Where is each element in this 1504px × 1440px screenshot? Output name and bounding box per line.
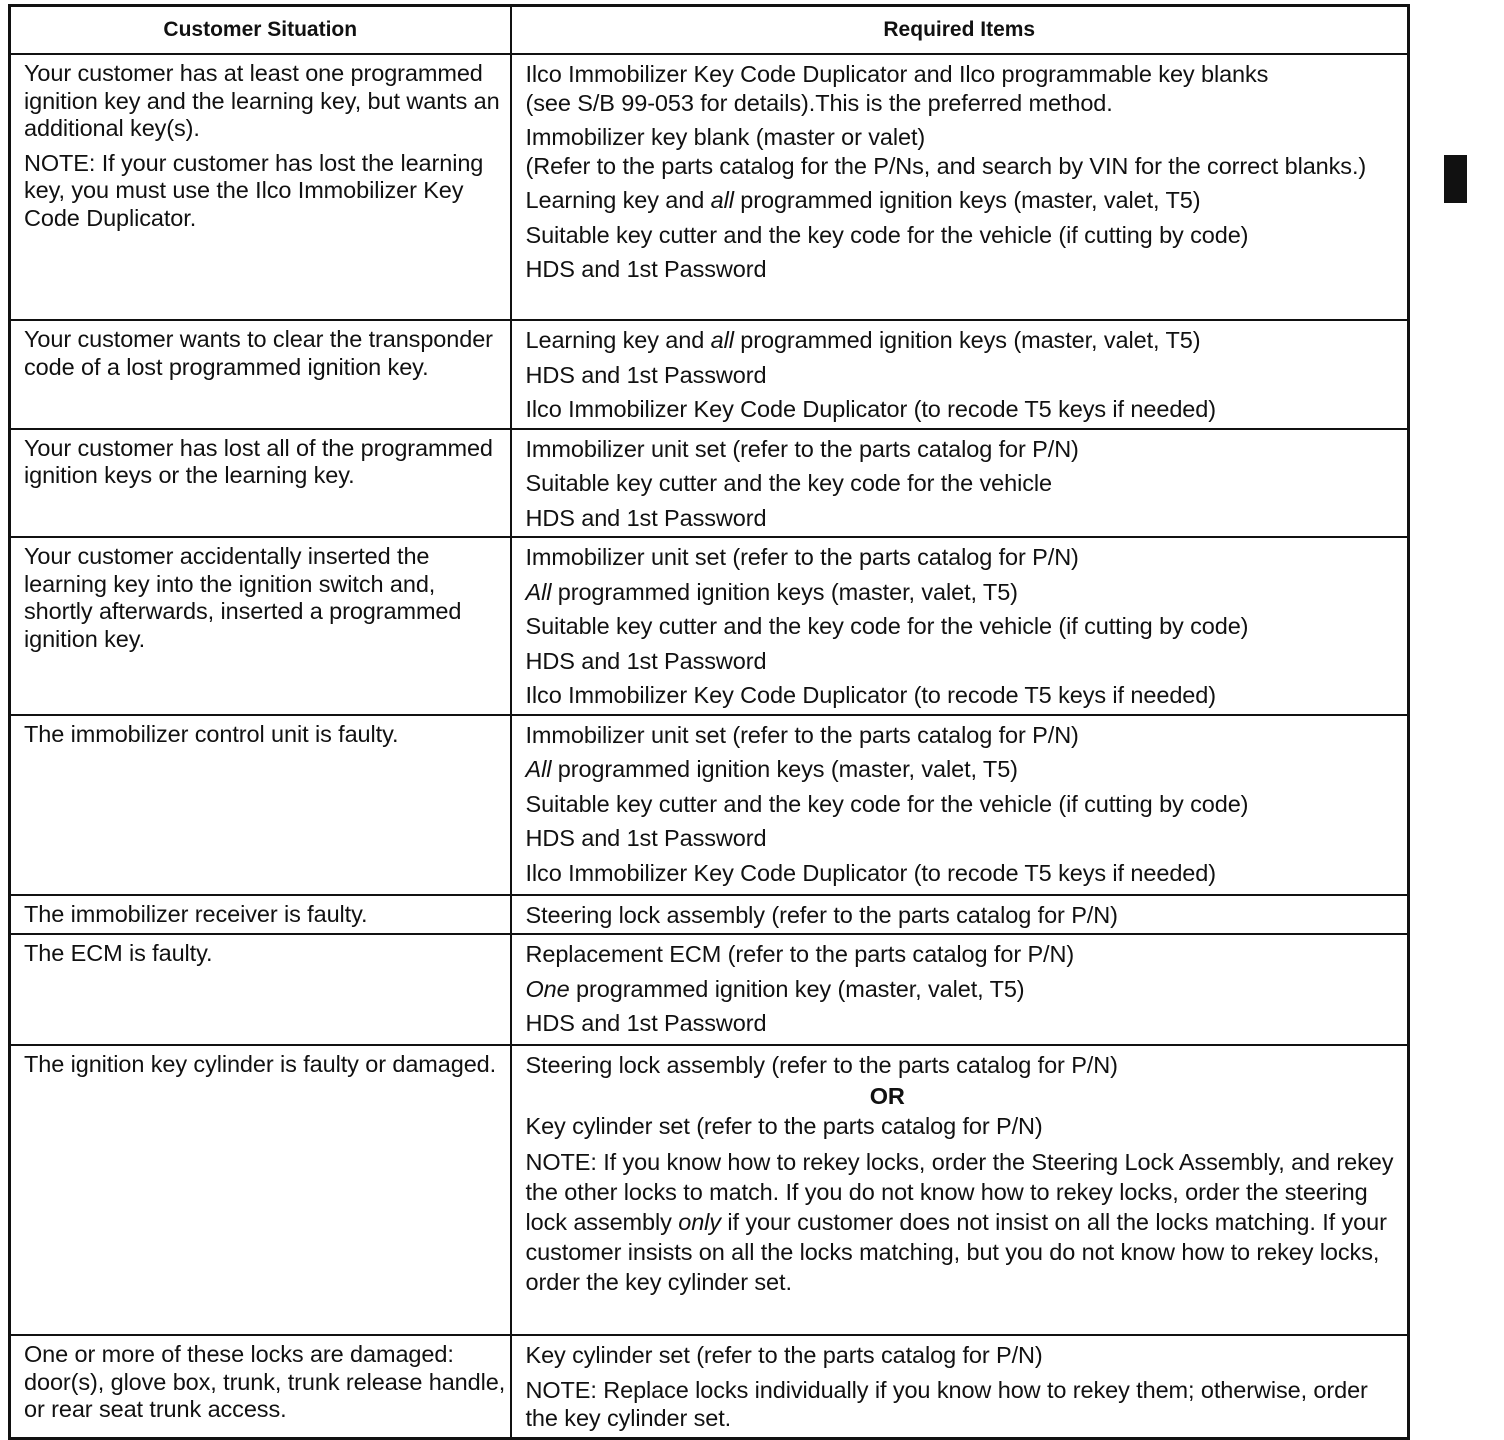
required-item: Immobilizer unit set (refer to the parts catalog for P/N) [525,544,1079,570]
required-item: Suitable key cutter and the key code for the vehicle (if cutting by code) [525,221,1249,248]
required-items-cell [511,715,1409,895]
required-item: Suitable key cutter and the key code for the vehicle (if cutting by code) [525,790,1249,817]
table-row [10,54,1409,320]
required-items-cell [511,1335,1409,1438]
situation-cell [10,1045,511,1335]
required-items-cell [511,537,1409,715]
required-item-note: NOTE: Replace locks individually if you know how to rekey them; otherwise, order the key cylinder set. [525,1376,1368,1431]
situation-text: Your customer has at least one programmed ignition key and the learning key, but wants an additional key(s). [24,60,500,141]
required-item: Immobilizer unit set (refer to the parts catalog for P/N) [525,721,1079,748]
emphasis-text: All [525,756,552,782]
required-items-cell [511,934,1409,1045]
header-customer-situation: Customer Situation [10,6,511,55]
required-items-cell [511,429,1409,538]
required-item-line: customer insists on all the locks matching, but you do not know how to rekey locks, order the key cylinder set. [525,1238,1380,1295]
situation-cell [10,715,511,895]
situation-text: Your customer wants to clear the transponder code of a lost programmed ignition key. [24,326,493,380]
required-item: HDS and 1st Password [525,256,767,282]
required-item-line: Learning key and all programmed ignition keys (master, valet, T5) [525,327,1201,353]
required-item [526,755,1400,784]
situation-text: The immobilizer receiver is faulty. [24,900,368,927]
required-item-line: All programmed ignition keys (master, valet, T5) [525,756,1018,782]
required-item: Ilco Immobilizer Key Code Duplicator (to recode T5 keys if needed) [525,682,1216,708]
table-header-row [10,6,1409,55]
required-item: HDS and 1st Password [525,361,767,388]
table-row [10,1045,1409,1335]
required-item-line: (see S/B 99-053 for details).This is the preferred method. [525,89,1113,116]
required-item [526,60,1400,117]
situation-text: The ECM is faulty. [24,940,213,966]
emphasis-text: only [678,1208,721,1235]
situation-text: Your customer accidentally inserted the learning key into the ignition switch and, shortly afterwards, inserted a programmed ignition key. [24,543,462,652]
required-item [526,123,1400,180]
required-item: HDS and 1st Password [525,504,767,531]
situation-text: Your customer has lost all of the programmed ignition keys or the learning key. [24,434,493,488]
situation-cell [10,537,511,715]
required-item-line: Ilco Immobilizer Key Code Duplicator and Ilco programmable key blanks [525,61,1269,87]
required-item: Replacement ECM (refer to the parts catalog for P/N) [525,941,1075,967]
emphasis-text: All [525,578,552,605]
emphasis-text: all [710,187,734,213]
situation-text: One or more of these locks are damaged: door(s), glove box, trunk, trunk release handle, or rear seat trunk access. [24,1341,506,1422]
table-row [10,715,1409,895]
required-item-note [526,1147,1400,1297]
required-item [526,578,1400,607]
required-item: Suitable key cutter and the key code for the vehicle [525,470,1052,496]
header-required-items: Required Items [511,6,1409,55]
required-item [526,186,1400,215]
required-items-cell [511,1045,1409,1335]
required-items-table [8,4,1410,1440]
required-item-line: Learning key and all programmed ignition keys (master, valet, T5) [525,187,1201,213]
required-item-line: Immobilizer key blank (master or valet) [525,124,926,150]
required-item: HDS and 1st Password [525,825,767,851]
situation-cell [10,429,511,538]
required-item: Suitable key cutter and the key code for the vehicle (if cutting by code) [525,613,1249,639]
required-item: Ilco Immobilizer Key Code Duplicator (to recode T5 keys if needed) [525,396,1216,422]
required-item: HDS and 1st Password [525,647,767,674]
page-edge-tab-marker [1444,155,1467,203]
required-item [526,975,1400,1004]
situation-text: The ignition key cylinder is faulty or damaged. [24,1051,497,1077]
table-row [10,1335,1409,1438]
or-separator: OR [869,1082,905,1109]
situation-cell [10,1335,511,1438]
situation-note: NOTE: If your customer has lost the learning key, you must use the Ilco Immobilizer Key Code Duplicator. [24,149,484,231]
required-items-cell [511,320,1409,429]
situation-cell [10,934,511,1045]
situation-text: The immobilizer control unit is faulty. [24,720,399,747]
required-item: Steering lock assembly (refer to the parts catalog for P/N) [525,901,1118,928]
table-row [10,895,1409,935]
required-item-line: All programmed ignition keys (master, valet, T5) [525,578,1018,605]
required-item-line: One programmed ignition key (master, valet, T5) [525,975,1025,1002]
required-item: Ilco Immobilizer Key Code Duplicator (to recode T5 keys if needed) [525,859,1216,886]
required-item: Immobilizer unit set (refer to the parts catalog for P/N) [525,435,1079,462]
emphasis-text: One [525,975,570,1002]
required-item [526,326,1400,355]
required-item: Key cylinder set (refer to the parts catalog for P/N) [525,1342,1043,1368]
table-row [10,537,1409,715]
required-item-line: NOTE: If you know how to rekey locks, order the Steering Lock Assembly, and rekey the other locks to match. If you do not know how to rekey locks, order the steering lock assembly only if your customer does not insist on all the locks matching. If your [525,1148,1394,1235]
required-item-line: (Refer to the parts catalog for the P/Ns, and search by VIN for the correct blanks.) [525,152,1367,179]
situation-cell [10,320,511,429]
required-items-cell [511,895,1409,935]
required-items-cell [511,54,1409,320]
required-item: HDS and 1st Password [525,1010,767,1036]
required-item: Key cylinder set (refer to the parts catalog for P/N) [525,1113,1043,1139]
required-item: Steering lock assembly (refer to the parts catalog for P/N) [525,1052,1118,1078]
situation-cell [10,54,511,320]
emphasis-text: all [710,327,734,353]
table-row [10,934,1409,1045]
table-row [10,429,1409,538]
situation-cell [10,895,511,935]
table-row [10,320,1409,429]
